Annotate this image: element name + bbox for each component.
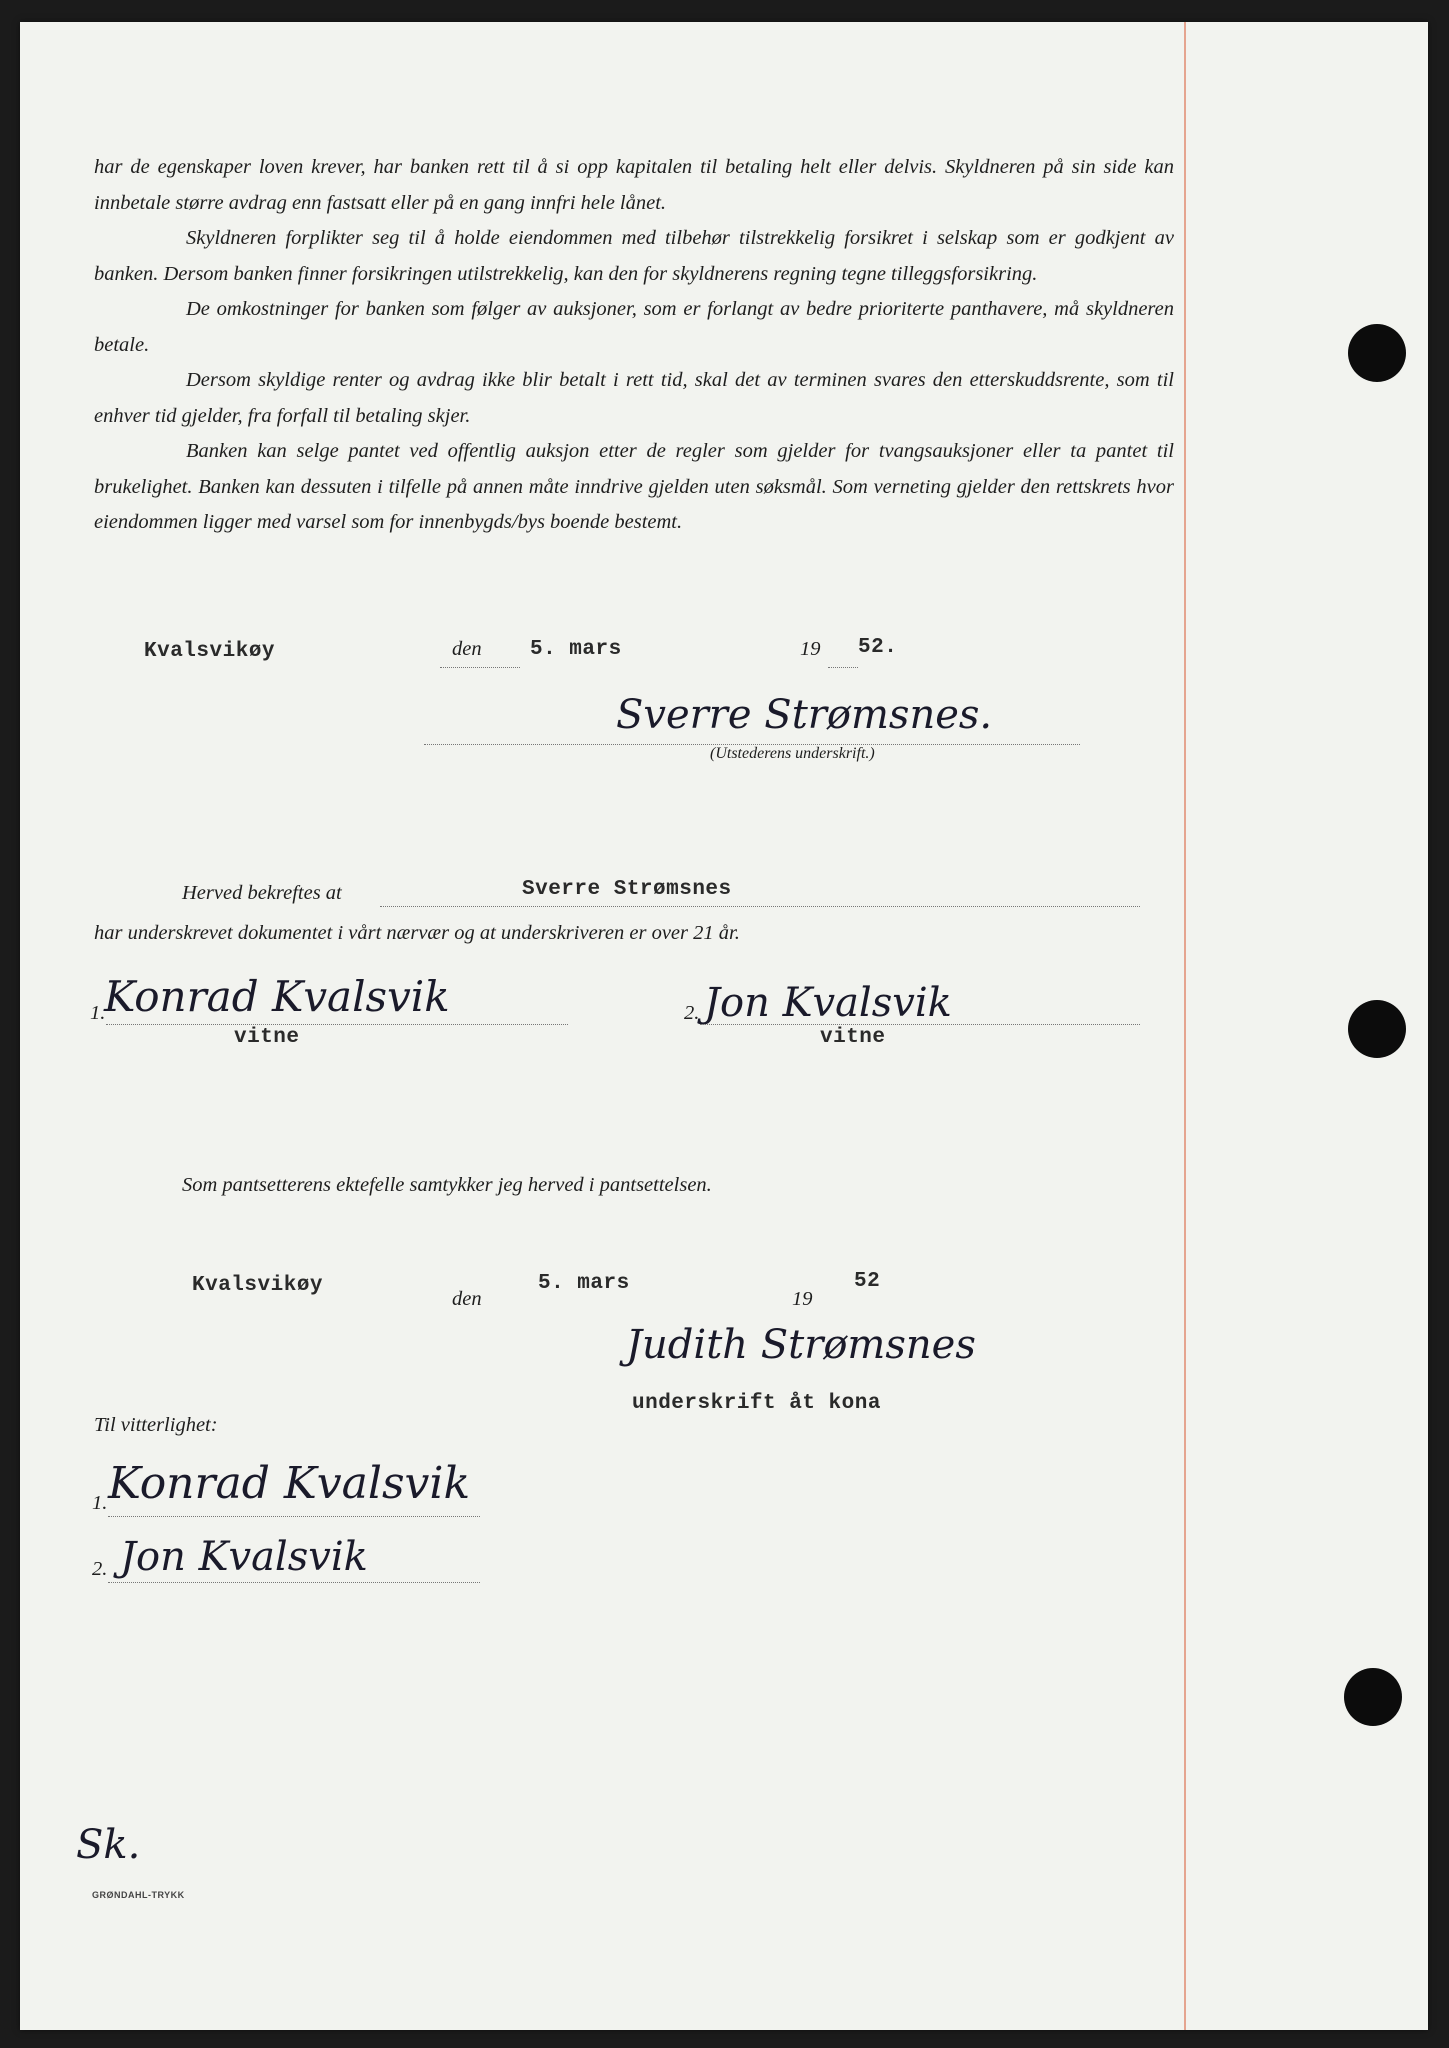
den-label-2: den [452, 1288, 482, 1310]
witness-statement-lead: Herved bekreftes at [182, 882, 342, 904]
place-2: Kvalsvikøy [192, 1274, 324, 1297]
year-suffix-2: 52 [854, 1270, 881, 1293]
witness-1-handwritten: Konrad Kvalsvik [104, 972, 450, 1021]
attestation-witness-2-number: 2. [92, 1558, 108, 1580]
date-2: 5. mars [538, 1272, 630, 1295]
spouse-typed-caption: underskrift åt kona [632, 1392, 881, 1415]
punch-hole-middle [1348, 1000, 1406, 1058]
punch-hole-top [1348, 324, 1406, 382]
den-label-1: den [452, 638, 482, 660]
year-prefix-2: 19 [792, 1288, 813, 1310]
spouse-handwritten-signature: Judith Strømsnes [626, 1322, 976, 1368]
issuer-handwritten-signature: Sverre Strømsnes. [616, 692, 993, 738]
paragraph-forced-sale: Banken kan selge pantet ved offentlig auksjon etter de regler som gjelder for tvangsauksjoner eller ta pantet til brukelighet. Banken kan dessuten i tilfelle på annen måte inndrive gjelden uten søksmål. Som verneting gjelder den rettskrets hvor eiendommen ligger med varsel som for innenbygds/bys boende bestemt. [94, 440, 1174, 533]
witness-1-typed-label: vitne [234, 1026, 300, 1049]
document-page [20, 22, 1428, 2030]
witness-2-handwritten: Jon Kvalsvik [704, 980, 952, 1026]
witness-statement-continuation: har underskrevet dokumentet i vårt nærvær og at underskriveren er over 21 år. [94, 922, 740, 944]
date-1: 5. mars [530, 638, 622, 661]
attestation-label: Til vitterlighet: [94, 1414, 218, 1436]
paragraph-termination: har de egenskaper loven krever, har banken rett til å si opp kapitalen til betaling helt eller delvis. Skyldneren på sin side kan innbetale større avdrag enn fastsatt eller på en gang innfri hele lånet. [94, 156, 1174, 214]
witness-1-number: 1. [90, 1002, 106, 1024]
printer-mark: GRØNDAHL-TRYKK [92, 1890, 185, 1900]
attestation-witness-1-number: 1. [92, 1492, 108, 1514]
red-margin-line [1184, 22, 1186, 2030]
consent-statement: Som pantsetterens ektefelle samtykker jeg herved i pantsettelsen. [182, 1174, 712, 1196]
witness-2-number: 2. [684, 1002, 700, 1024]
attestation-witness-1-handwritten: Konrad Kvalsvik [108, 1458, 471, 1509]
paragraph-late-interest: Dersom skyldige renter og avdrag ikke blir betalt i rett tid, skal det av terminen svares den etterskuddsrente, som til enhver tid gjelder, fra forfall til betaling skjer. [94, 369, 1174, 427]
witness-statement-name: Sverre Strømsnes [522, 878, 732, 901]
year-suffix-1: 52. [858, 636, 898, 659]
paragraph-insurance: Skyldneren forplikter seg til å holde eiendommen med tilbehør tilstrekkelig forsikret i selskap som er godkjent av banken. Dersom banken finner forsikringen utilstrekkelig, kan den for skyldnerens regning tegne tilleggsforsikring. [94, 227, 1174, 285]
place-1: Kvalsvikøy [144, 640, 276, 663]
attestation-witness-2-handwritten: Jon Kvalsvik [120, 1534, 368, 1580]
paragraph-auction-costs: De omkostninger for banken som følger av auksjoner, som er forlangt av bedre prioriterte panthavere, må skyldneren betale. [94, 298, 1174, 356]
witness-2-typed-label: vitne [820, 1026, 886, 1049]
year-prefix-1: 19 [800, 638, 821, 660]
punch-hole-bottom [1344, 1668, 1402, 1726]
loan-terms-text [94, 150, 1174, 541]
issuer-signature-caption: (Utstederens underskrift.) [710, 745, 875, 762]
initials-handwritten: Sk. [76, 1822, 141, 1868]
